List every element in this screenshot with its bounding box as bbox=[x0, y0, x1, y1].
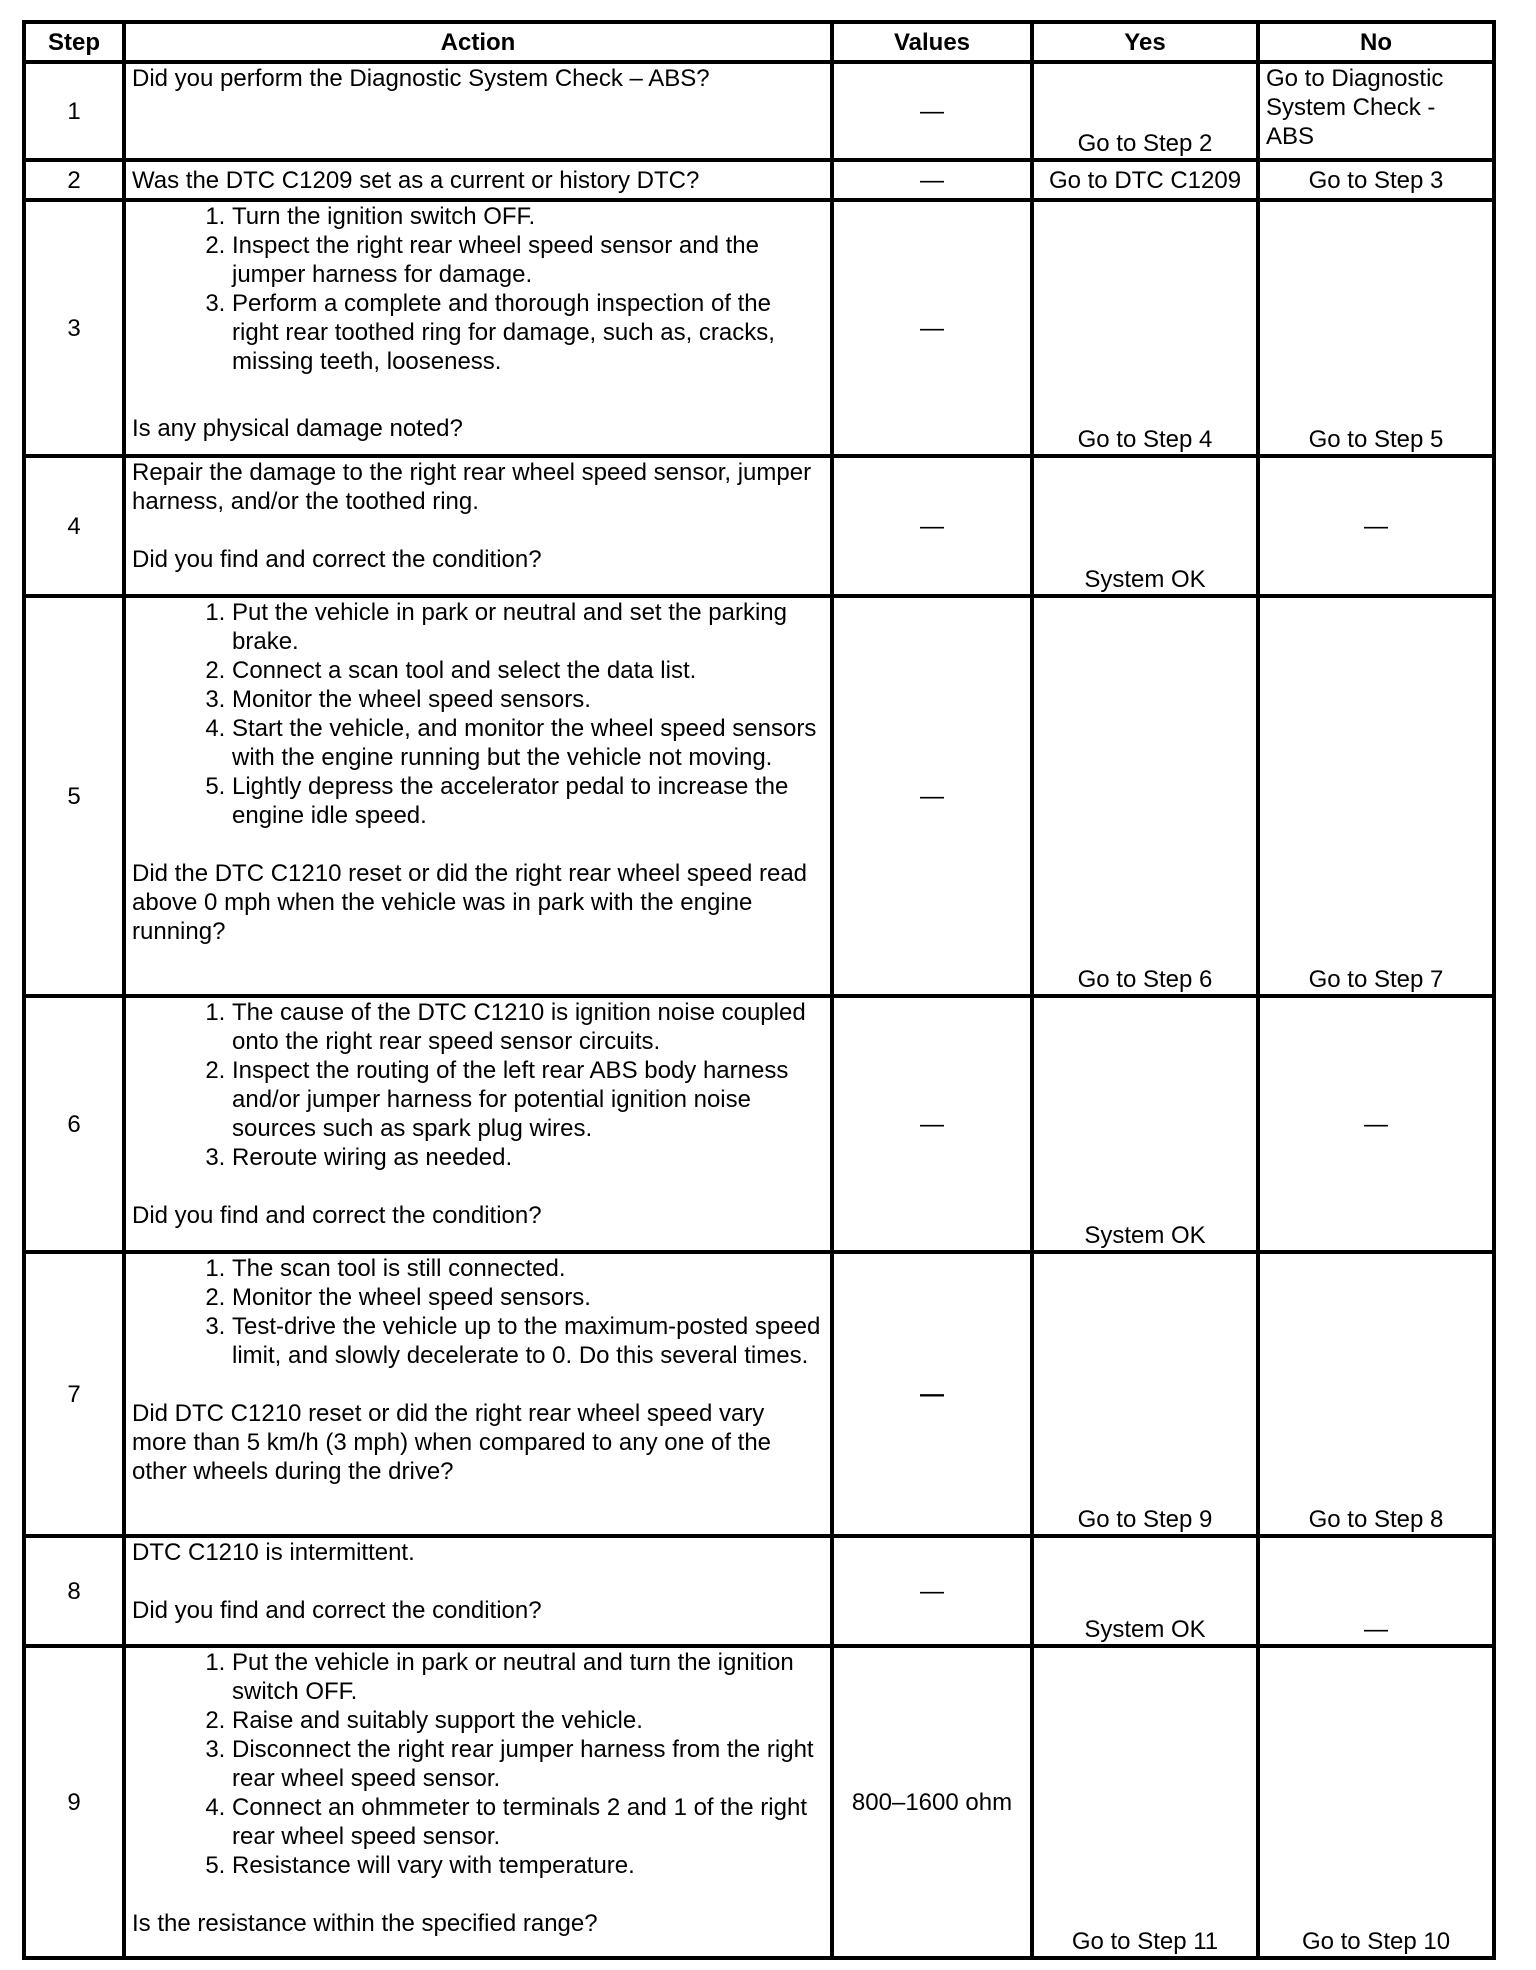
table-row bbox=[24, 200, 1494, 456]
substep: 5. Lightly depress the accelerator pedal to increase the engine idle speed. bbox=[232, 772, 824, 830]
step-number: 5 bbox=[24, 596, 124, 996]
header-no: No bbox=[1258, 22, 1494, 62]
action-cell bbox=[124, 996, 832, 1252]
action-cell bbox=[124, 160, 832, 200]
action-text: Repair the damage to the right rear wheel speed sensor, jumper harness, and/or the toothed ring. bbox=[132, 459, 812, 515]
substep: 1. The cause of the DTC C1210 is ignition noise coupled onto the right rear speed sensor circuits. bbox=[232, 998, 824, 1056]
no-cell: Go to Step 3 bbox=[1258, 160, 1494, 200]
action-cell bbox=[124, 1646, 832, 1958]
question-text: Did you find and correct the condition? bbox=[132, 1202, 542, 1229]
values-cell: — bbox=[832, 62, 1032, 160]
substep: 4. Start the vehicle, and monitor the wheel speed sensors with the engine running but the vehicle not moving. bbox=[232, 714, 824, 772]
yes-cell: System OK bbox=[1032, 1536, 1258, 1646]
no-cell: — bbox=[1258, 996, 1494, 1252]
table-row bbox=[24, 596, 1494, 996]
substep: 2. Raise and suitably support the vehicle. bbox=[232, 1706, 824, 1735]
step-number: 6 bbox=[24, 996, 124, 1252]
action-text: DTC C1210 is intermittent. bbox=[132, 1539, 415, 1566]
header-yes: Yes bbox=[1032, 22, 1258, 62]
substep: 1. Put the vehicle in park or neutral and set the parking brake. bbox=[232, 598, 824, 656]
action-text: Did you perform the Diagnostic System Check – ABS? bbox=[132, 65, 710, 92]
action-cell bbox=[124, 596, 832, 996]
table-row bbox=[24, 1646, 1494, 1958]
substep: 2. Connect a scan tool and select the data list. bbox=[232, 656, 824, 685]
substep: 3. Reroute wiring as needed. bbox=[232, 1143, 824, 1172]
substep-list bbox=[132, 1254, 824, 1370]
action-cell bbox=[124, 200, 832, 456]
action-cell bbox=[124, 1252, 832, 1536]
step-number: 4 bbox=[24, 456, 124, 596]
yes-cell: Go to Step 6 bbox=[1032, 596, 1258, 996]
substep: 1. Put the vehicle in park or neutral and turn the ignition switch OFF. bbox=[232, 1648, 824, 1706]
action-cell bbox=[124, 1536, 832, 1646]
values-cell: — bbox=[832, 996, 1032, 1252]
substep: 5. Resistance will vary with temperature. bbox=[232, 1851, 824, 1880]
step-number: 3 bbox=[24, 200, 124, 456]
yes-cell: Go to DTC C1209 bbox=[1032, 160, 1258, 200]
substep: 3. Monitor the wheel speed sensors. bbox=[232, 685, 824, 714]
values-cell: — bbox=[832, 160, 1032, 200]
no-cell: Go to Diagnostic System Check - ABS bbox=[1258, 62, 1494, 160]
table-row bbox=[24, 1252, 1494, 1536]
substep: 1. The scan tool is still connected. bbox=[232, 1254, 824, 1283]
no-cell: Go to Step 7 bbox=[1258, 596, 1494, 996]
values-cell: — bbox=[832, 1252, 1032, 1536]
step-number: 9 bbox=[24, 1646, 124, 1958]
yes-cell: Go to Step 4 bbox=[1032, 200, 1258, 456]
no-cell: Go to Step 10 bbox=[1258, 1646, 1494, 1958]
substep: 2. Monitor the wheel speed sensors. bbox=[232, 1283, 824, 1312]
question-text: Did the DTC C1210 reset or did the right rear wheel speed read above 0 mph when the vehicle was in park with the engine running? bbox=[132, 860, 808, 945]
yes-cell: System OK bbox=[1032, 996, 1258, 1252]
yes-cell: Go to Step 2 bbox=[1032, 62, 1258, 160]
action-text: Was the DTC C1209 set as a current or history DTC? bbox=[132, 166, 700, 194]
step-number: 1 bbox=[24, 62, 124, 160]
table-row bbox=[24, 996, 1494, 1252]
table-row bbox=[24, 456, 1494, 596]
no-cell: Go to Step 8 bbox=[1258, 1252, 1494, 1536]
question-text: Did you find and correct the condition? bbox=[132, 546, 542, 573]
substep-list bbox=[132, 1648, 824, 1880]
action-cell bbox=[124, 62, 832, 160]
question-text: Did DTC C1210 reset or did the right rear wheel speed vary more than 5 km/h (3 mph) when compared to any one of the other wheels during the drive? bbox=[132, 1400, 772, 1485]
substep: 4. Connect an ohmmeter to terminals 2 and 1 of the right rear wheel speed sensor. bbox=[232, 1793, 824, 1851]
header-values: Values bbox=[832, 22, 1032, 62]
diagnostic-table bbox=[22, 20, 1496, 1960]
substep: 3. Test-drive the vehicle up to the maximum-posted speed limit, and slowly decelerate to 0. Do this several times. bbox=[232, 1312, 824, 1370]
substep: 2. Inspect the right rear wheel speed sensor and the jumper harness for damage. bbox=[232, 231, 824, 289]
substep-list bbox=[132, 598, 824, 830]
step-number: 8 bbox=[24, 1536, 124, 1646]
header-step: Step bbox=[24, 22, 124, 62]
values-cell: — bbox=[832, 1536, 1032, 1646]
yes-cell: System OK bbox=[1032, 456, 1258, 596]
substep: 1. Turn the ignition switch OFF. bbox=[232, 202, 824, 231]
values-cell: — bbox=[832, 200, 1032, 456]
substep-list bbox=[132, 202, 824, 376]
table-row bbox=[24, 62, 1494, 160]
substep-list bbox=[132, 998, 824, 1172]
table-row bbox=[24, 160, 1494, 200]
question-text: Is any physical damage noted? bbox=[132, 415, 463, 442]
values-cell: — bbox=[832, 596, 1032, 996]
substep: 3. Perform a complete and thorough inspection of the right rear toothed ring for damage, such as, cracks, missing teeth, looseness. bbox=[232, 289, 824, 376]
yes-cell: Go to Step 11 bbox=[1032, 1646, 1258, 1958]
action-cell bbox=[124, 456, 832, 596]
substep: 3. Disconnect the right rear jumper harness from the right rear wheel speed sensor. bbox=[232, 1735, 824, 1793]
no-cell: Go to Step 5 bbox=[1258, 200, 1494, 456]
header-row bbox=[24, 22, 1494, 62]
no-cell: — bbox=[1258, 456, 1494, 596]
table-row bbox=[24, 1536, 1494, 1646]
question-text: Did you find and correct the condition? bbox=[132, 1597, 542, 1624]
substep: 2. Inspect the routing of the left rear ABS body harness and/or jumper harness for potential ignition noise sources such as spark plug wires. bbox=[232, 1056, 824, 1143]
step-number: 7 bbox=[24, 1252, 124, 1536]
question-text: Is the resistance within the specified range? bbox=[132, 1910, 598, 1937]
values-cell: 800–1600 ohm bbox=[832, 1646, 1032, 1958]
values-cell: — bbox=[832, 456, 1032, 596]
no-cell: — bbox=[1258, 1536, 1494, 1646]
step-number: 2 bbox=[24, 160, 124, 200]
header-action: Action bbox=[124, 22, 832, 62]
yes-cell: Go to Step 9 bbox=[1032, 1252, 1258, 1536]
